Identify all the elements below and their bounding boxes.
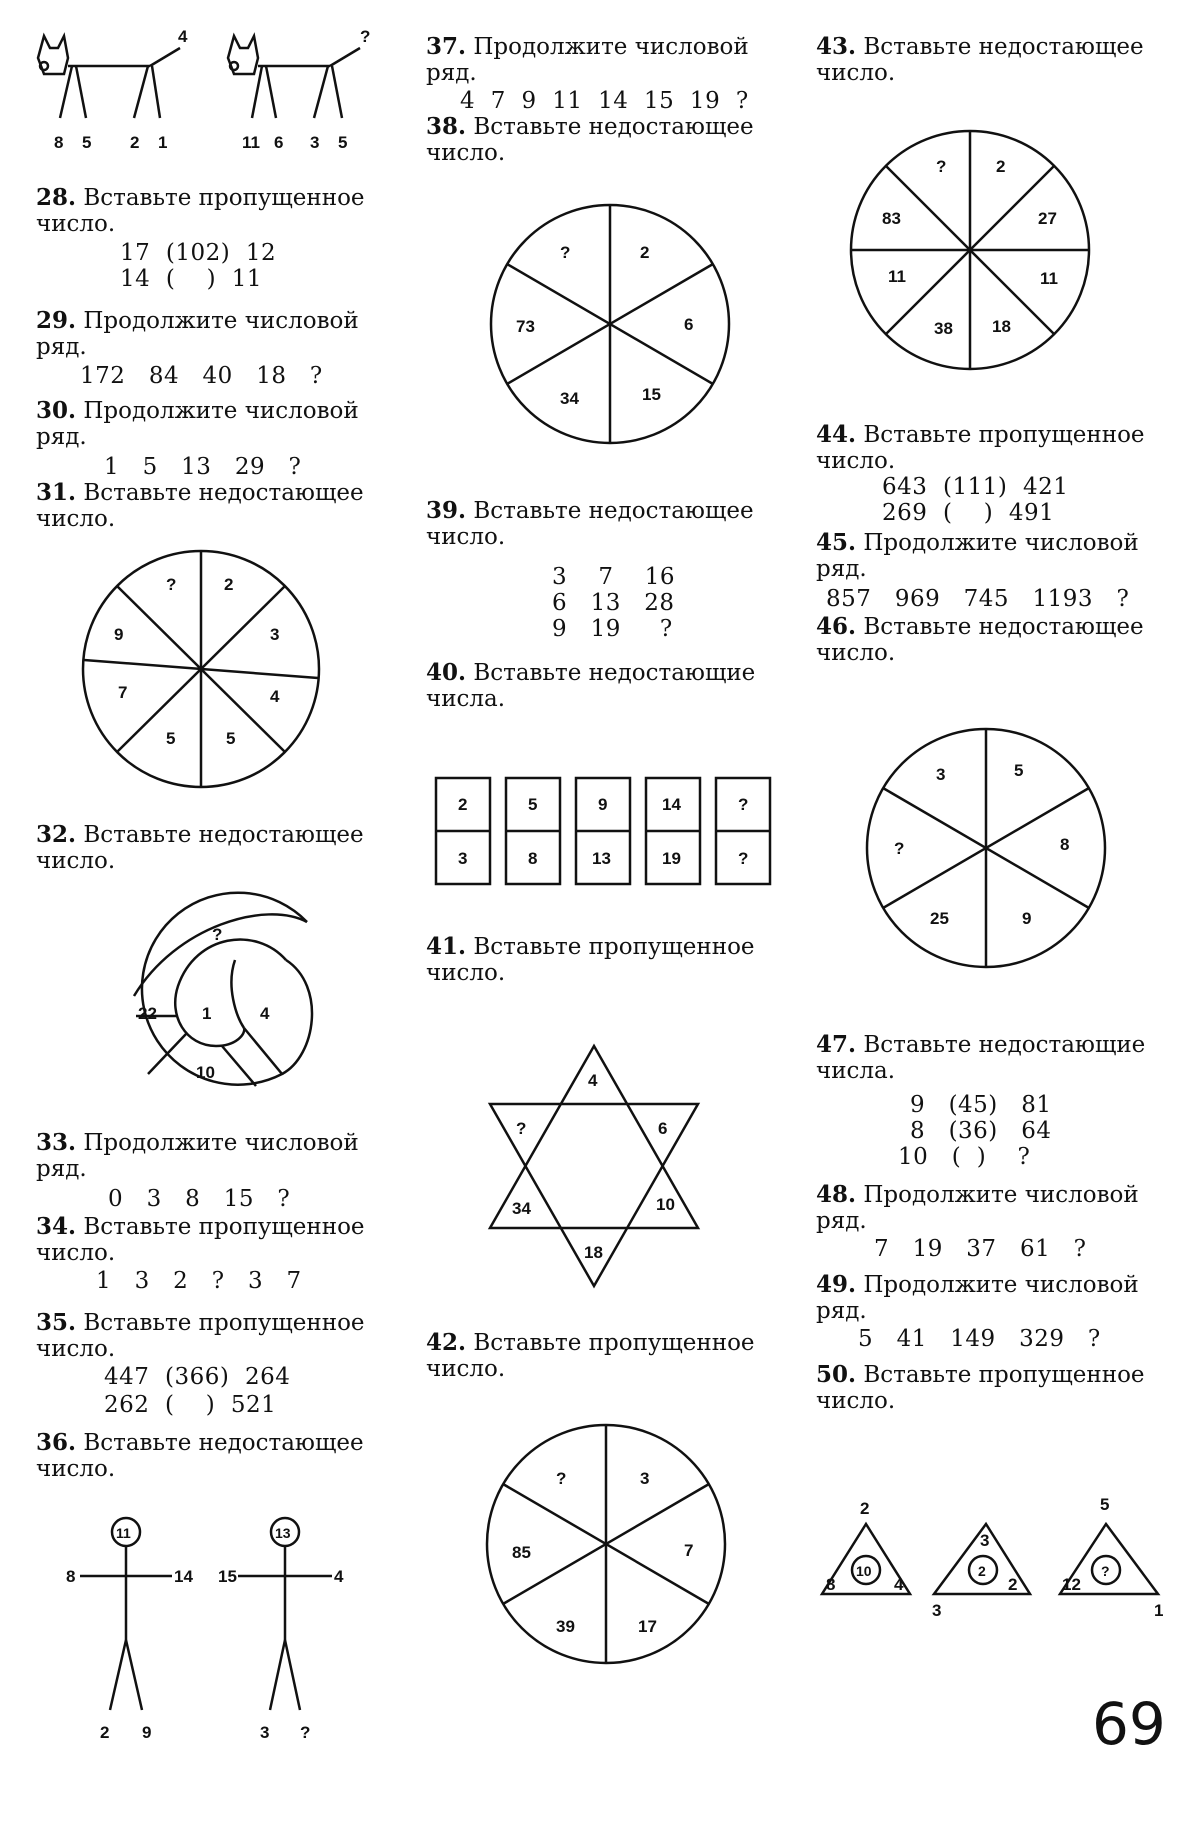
p44-row2: 269 ( ) 491: [882, 500, 1055, 526]
p32-bottom: 10: [196, 1063, 215, 1082]
problem-number: 28.: [36, 184, 77, 211]
p42-val-1: 3: [640, 1469, 650, 1488]
p36-m1-foot-l: 2: [100, 1723, 110, 1742]
p50-triangles: [808, 1494, 1184, 1634]
problem-40: [426, 660, 786, 712]
p40-top-2: 9: [598, 795, 608, 814]
p40-bottom-3: 19: [662, 849, 681, 868]
p28-row1: 17 (102) 12: [120, 240, 277, 266]
p47-row2: 8 (36) 64: [910, 1118, 1052, 1144]
problem-47: [816, 1032, 1176, 1084]
problem-50: [816, 1362, 1176, 1414]
animal1-leg-4: 1: [158, 133, 168, 152]
p50-t3-left: 12: [1062, 1575, 1081, 1594]
p45-seq: 857 969 745 1193 ?: [826, 586, 1130, 612]
problem-text: Вставьте недостающее число.: [36, 1430, 364, 1482]
problem-35: [36, 1310, 386, 1362]
p36-m1-left: 8: [66, 1567, 76, 1586]
p32-top: ?: [212, 925, 223, 944]
problem-number: 42.: [426, 1329, 467, 1356]
p46-val-4: 25: [930, 909, 949, 928]
p36-m1-right: 14: [174, 1567, 193, 1586]
p50-t1-right: 4: [894, 1575, 904, 1594]
problem-text: Вставьте недостающее число.: [36, 822, 364, 874]
p42-val-3: 17: [638, 1617, 657, 1636]
p50-t1-top: 2: [860, 1499, 870, 1518]
p41-top: 4: [588, 1071, 598, 1090]
problem-33: [36, 1130, 386, 1182]
problem-text: Продолжите числовой ряд.: [36, 1130, 359, 1182]
p46-val-2: 8: [1060, 835, 1070, 854]
p43-circle: [848, 128, 1092, 372]
problem-number: 48.: [816, 1181, 857, 1208]
p48-seq: 7 19 37 61 ?: [874, 1236, 1087, 1262]
problem-text: Вставьте недостающее число.: [36, 480, 364, 532]
problem-46: [816, 614, 1176, 666]
page-number: 69: [1092, 1690, 1166, 1758]
p40-top-3: 14: [662, 795, 681, 814]
problem-37: [426, 34, 786, 86]
problem-text: Продолжите числовой ряд.: [816, 1272, 1139, 1324]
p46-val-3: 9: [1022, 909, 1032, 928]
p38-val-0: ?: [560, 243, 571, 262]
p41-ul: ?: [516, 1119, 527, 1138]
p39-row2: 6 13 28: [552, 590, 675, 616]
p34-seq: 1 3 2 ? 3 7: [96, 1268, 302, 1294]
p39-row1: 3 7 16: [552, 564, 676, 590]
p32-center: 1: [202, 1004, 212, 1023]
p43-val-6: 11: [888, 267, 906, 286]
problem-text: Вставьте недостающее число.: [426, 114, 754, 166]
p43-val-0: ?: [936, 157, 947, 176]
p38-val-3: 15: [642, 385, 661, 404]
problem-text: Вставьте недостающие числа.: [426, 660, 756, 712]
problem-48: [816, 1182, 1176, 1234]
animal1-leg-2: 5: [82, 133, 92, 152]
problem-text: Продолжите числовой ряд.: [816, 530, 1139, 582]
animal2-leg-3: 3: [310, 133, 320, 152]
problem-number: 49.: [816, 1271, 857, 1298]
p41-lr: 10: [656, 1195, 675, 1214]
p50-t3-top: 5: [1100, 1495, 1110, 1514]
p44-row1: 643 (111) 421: [882, 474, 1069, 500]
p38-circle: [488, 202, 732, 446]
animal1-leg-1: 8: [54, 133, 64, 152]
p46-val-0: 3: [936, 765, 946, 784]
p40-bottom-0: 3: [458, 849, 468, 868]
p40-bottom-4: ?: [738, 849, 749, 868]
p33-seq: 0 3 8 15 ?: [108, 1186, 291, 1212]
problem-42: [426, 1330, 786, 1382]
p40-top-4: ?: [738, 795, 749, 814]
p31-circle: [80, 548, 322, 790]
p42-val-2: 7: [684, 1541, 694, 1560]
p31-val-5: 5: [166, 729, 176, 748]
p30-seq: 1 5 13 29 ?: [104, 454, 302, 480]
problem-text: Вставьте недостающее число.: [426, 498, 754, 550]
animal1-leg-3: 2: [130, 133, 140, 152]
problem-28: [36, 185, 386, 237]
p38-val-1: 2: [640, 243, 650, 262]
animals-figure: [30, 27, 400, 160]
problem-text: Вставьте пропущенное число.: [816, 1362, 1145, 1414]
p36-m2-left: 15: [218, 1567, 237, 1586]
problem-30: [36, 398, 386, 450]
p36-m2-head: 13: [275, 1525, 291, 1541]
problem-number: 30.: [36, 397, 77, 424]
p41-bottom: 18: [584, 1243, 603, 1262]
p40-top-1: 5: [528, 795, 538, 814]
p43-val-5: 38: [934, 319, 953, 338]
p36-stick-figures: [60, 1510, 360, 1750]
p28-row2: 14 ( ) 11: [120, 266, 262, 292]
problem-number: 31.: [36, 479, 77, 506]
p46-val-1: 5: [1014, 761, 1024, 780]
p50-t2-right: 2: [1008, 1575, 1018, 1594]
p36-m1-foot-r: 9: [142, 1723, 152, 1742]
problem-number: 45.: [816, 529, 857, 556]
problem-number: 41.: [426, 933, 467, 960]
p47-row3: 10 ( ) ?: [898, 1144, 1031, 1170]
problem-number: 36.: [36, 1429, 77, 1456]
p36-m2-right: 4: [334, 1567, 344, 1586]
animal2-leg-4: 5: [338, 133, 348, 152]
problem-text: Продолжите числовой ряд.: [426, 34, 749, 86]
p50-t2-left: 3: [932, 1601, 942, 1620]
p40-bottom-1: 8: [528, 849, 538, 868]
p46-val-5: ?: [894, 839, 905, 858]
problem-38: [426, 114, 786, 166]
problem-number: 33.: [36, 1129, 77, 1156]
p36-m2-foot-r: ?: [300, 1723, 311, 1742]
p31-val-6: 7: [118, 683, 128, 702]
problem-number: 44.: [816, 421, 857, 448]
problem-text: Вставьте пропущенное число.: [36, 185, 365, 237]
p41-ur: 6: [658, 1119, 668, 1138]
problem-number: 32.: [36, 821, 77, 848]
p31-val-7: 9: [114, 625, 124, 644]
p50-t2-center: 2: [978, 1563, 986, 1579]
p38-val-5: 73: [516, 317, 535, 336]
problem-34: [36, 1214, 386, 1266]
animal2-tail: ?: [360, 27, 371, 46]
problem-44: [816, 422, 1176, 474]
p43-val-7: 83: [882, 209, 901, 228]
problem-number: 43.: [816, 33, 857, 60]
p50-t3-right: 1: [1154, 1601, 1164, 1620]
problem-text: Продолжите числовой ряд.: [816, 1182, 1139, 1234]
problem-number: 46.: [816, 613, 857, 640]
problem-41: [426, 934, 786, 986]
p35-row2: 262 ( ) 521: [104, 1392, 277, 1418]
problem-number: 34.: [36, 1213, 77, 1240]
animal2-leg-1: 11: [242, 133, 260, 152]
p39-row3: 9 19 ?: [552, 616, 673, 642]
p50-t3-center: ?: [1101, 1563, 1110, 1579]
p35-row1: 447 (366) 264: [104, 1364, 291, 1390]
p38-val-2: 6: [684, 315, 694, 334]
problem-text: Вставьте пропущенное число.: [816, 422, 1145, 474]
p40-bottom-2: 13: [592, 849, 611, 868]
problem-text: Вставьте недостающее число.: [816, 34, 1144, 86]
p42-val-4: 39: [556, 1617, 575, 1636]
p31-val-2: 3: [270, 625, 280, 644]
problem-text: Вставьте пропущенное число.: [36, 1214, 365, 1266]
p43-val-2: 27: [1038, 209, 1057, 228]
p50-t2-top: 3: [980, 1531, 990, 1550]
problem-39: [426, 498, 786, 550]
problem-number: 40.: [426, 659, 467, 686]
p29-seq: 172 84 40 18 ?: [80, 363, 323, 389]
p41-star: [486, 1042, 706, 1292]
p36-m2-foot-l: 3: [260, 1723, 270, 1742]
problem-text: Продолжите числовой ряд.: [36, 398, 359, 450]
p31-val-4: 5: [226, 729, 236, 748]
p47-row1: 9 (45) 81: [910, 1092, 1052, 1118]
p31-val-3: 4: [270, 687, 280, 706]
problem-number: 37.: [426, 33, 467, 60]
problem-31: [36, 480, 386, 532]
p43-val-1: 2: [996, 157, 1006, 176]
problem-29: [36, 308, 386, 360]
p46-circle: [864, 726, 1108, 970]
p32-left: 22: [138, 1004, 157, 1023]
problem-number: 29.: [36, 307, 77, 334]
problem-text: Вставьте пропущенное число.: [426, 1330, 755, 1382]
p31-val-0: ?: [166, 575, 177, 594]
p43-val-3: 11: [1040, 269, 1058, 288]
problem-text: Продолжите числовой ряд.: [36, 308, 359, 360]
animal2-leg-2: 6: [274, 133, 284, 152]
problem-36: [36, 1430, 386, 1482]
problem-number: 47.: [816, 1031, 857, 1058]
problem-32: [36, 822, 386, 874]
problem-45: [816, 530, 1176, 582]
p40-top-0: 2: [458, 795, 468, 814]
p36-m1-head: 11: [116, 1525, 131, 1541]
problem-43: [816, 34, 1176, 86]
p32-spiral: [116, 906, 316, 1106]
problem-text: Вставьте пропущенное число.: [36, 1310, 365, 1362]
problem-text: Вставьте пропущенное число.: [426, 934, 755, 986]
problem-text: Вставьте недостающее число.: [816, 614, 1144, 666]
problem-number: 50.: [816, 1361, 857, 1388]
problem-number: 39.: [426, 497, 467, 524]
p32-right: 4: [260, 1004, 270, 1023]
p49-seq: 5 41 149 329 ?: [858, 1326, 1101, 1352]
p42-val-5: 85: [512, 1543, 531, 1562]
p38-val-4: 34: [560, 389, 579, 408]
p42-val-0: ?: [556, 1469, 567, 1488]
p42-circle: [484, 1422, 728, 1666]
p50-t1-center: 10: [856, 1563, 872, 1579]
problem-number: 35.: [36, 1309, 77, 1336]
problem-number: 38.: [426, 113, 467, 140]
p31-val-1: 2: [224, 575, 234, 594]
p50-t1-left: 8: [826, 1575, 836, 1594]
p37-seq: 4 7 9 11 14 15 19 ?: [460, 88, 749, 114]
p40-dominoes: [434, 776, 780, 886]
problem-49: [816, 1272, 1176, 1324]
animal1-tail: 4: [178, 27, 188, 46]
problem-text: Вставьте недостающие числа.: [816, 1032, 1146, 1084]
p43-val-4: 18: [992, 317, 1011, 336]
p41-ll: 34: [512, 1199, 531, 1218]
